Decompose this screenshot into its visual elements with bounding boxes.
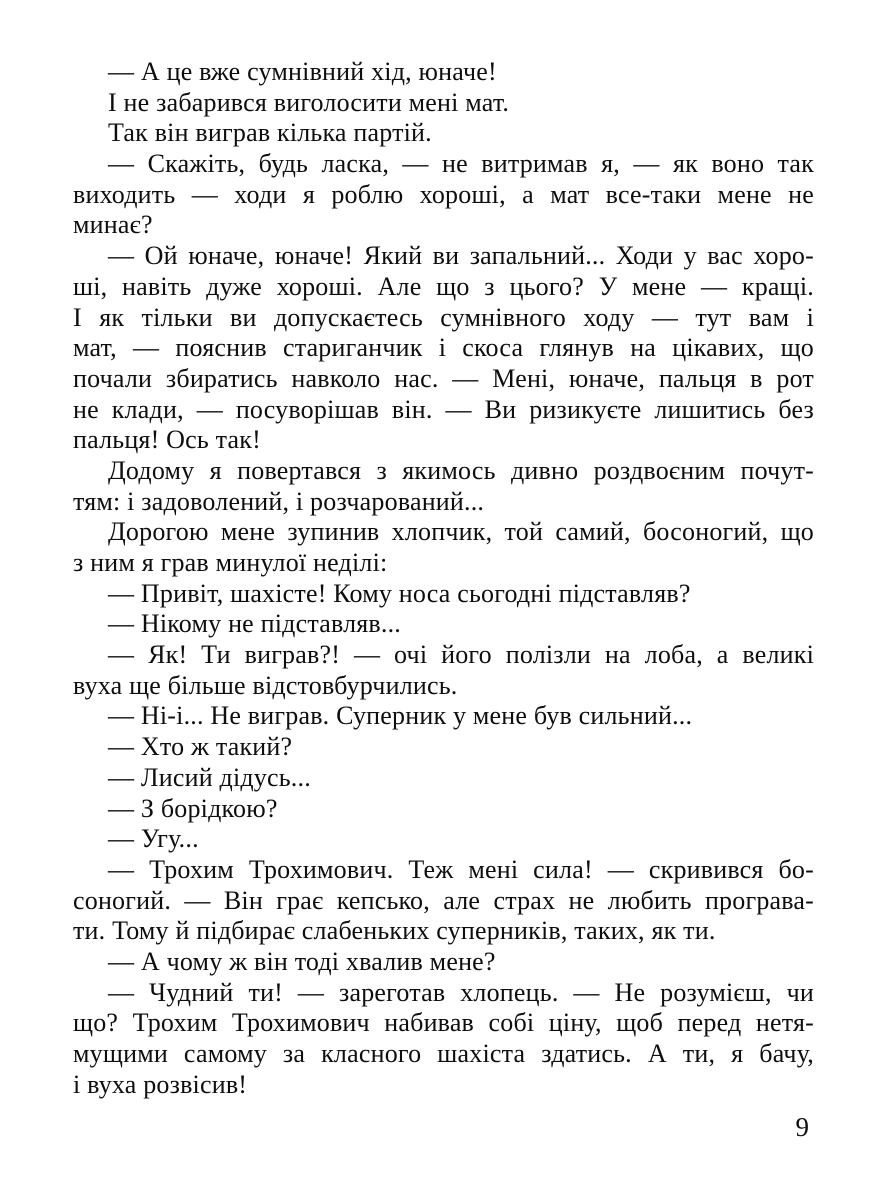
- text-line: ти. Тому й підбирає слабеньких суперників, таких, як ти.: [73, 916, 716, 946]
- text-line: мущими самому за класного шахіста здатись. А ти, я бачу,: [73, 1039, 814, 1068]
- text-line: — З борідкою?: [108, 793, 278, 823]
- text-line: з ним я грав минулої неділі:: [73, 548, 388, 577]
- text-line: і вуха розвісив!: [73, 1069, 248, 1099]
- text-line: — Хто ж такий?: [108, 732, 293, 762]
- text-line: — Нікому не підставляв...: [108, 609, 401, 639]
- text-line: — Як! Ти виграв?! — очі його полізли на лоба, а великі: [108, 640, 814, 670]
- text-line: І не забарився виголосити мені мат.: [108, 87, 510, 117]
- text-line: — Угу...: [108, 824, 199, 854]
- text-line: не клади, — посуворішав він. — Ви ризикуєте лишитись без: [73, 394, 814, 424]
- text-line: — Трохим Трохимович. Теж мені сила! — скривився бо-: [108, 854, 814, 884]
- text-line: тям: і задоволений, і розчарований...: [73, 486, 485, 516]
- text-line: — Чудний ти! — зареготав хлопець. — Не розумієш, чи: [108, 977, 814, 1007]
- text-line: ші, навіть дуже хороші. Але що з цього? У мене — кращі.: [73, 271, 814, 301]
- text-line: І як тільки ви допускаєтесь сумнівного ходу — тут вам і: [73, 302, 814, 332]
- text-line: — Лисий дідусь...: [108, 762, 311, 792]
- text-line: Додому я повертався з якимось дивно роздвоєним почут-: [108, 455, 814, 485]
- text-line: минає?: [73, 210, 153, 240]
- text-line: — Ой юначе, юначе! Який ви запальний... Ходи у вас хоро-: [108, 241, 814, 271]
- text-line: пальця! Ось так!: [73, 425, 261, 455]
- text-line: Дорогою мене зупинив хлопчик, той самий, босоногий, що: [108, 517, 814, 547]
- text-line: — Привіт, шахісте! Кому носа сьогодні підставляв?: [108, 578, 691, 608]
- page-text: [73, 57, 814, 1100]
- text-line: — Ні-і... Не виграв. Суперник у мене був сильний...: [108, 701, 693, 731]
- text-line: — А чому ж він тоді хвалив мене?: [108, 946, 496, 976]
- text-line: соногий. — Він грає кепсько, але страх не любить програва-: [73, 885, 814, 915]
- text-line: почали збиратись навколо нас. — Мені, юначе, пальця в рот: [73, 363, 814, 393]
- text-line: виходить — ходи я роблю хороші, а мат все-таки мене не: [73, 179, 814, 209]
- page-number: 9: [795, 1112, 809, 1142]
- text-line: — Скажіть, будь ласка, — не витримав я, — як воно так: [108, 149, 814, 179]
- text-line: мат, — пояснив стариганчик і скоса глянув на цікавих, що: [73, 333, 814, 363]
- text-line: — А це вже сумнівний хід, юначе!: [108, 57, 497, 86]
- text-line: що? Трохим Трохимович набивав собі ціну, щоб перед нетя-: [73, 1008, 814, 1038]
- text-line: вуха ще більше відстовбурчились.: [73, 670, 458, 700]
- text-line: Так він виграв кілька партій.: [108, 118, 432, 148]
